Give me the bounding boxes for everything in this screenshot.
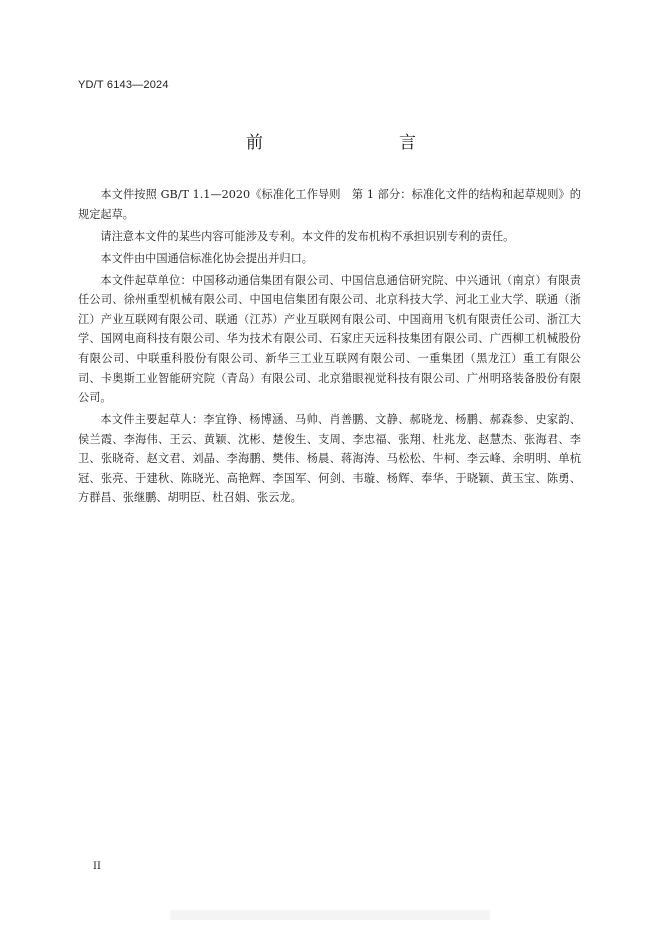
standard-code: YD/T 6143—2024 bbox=[78, 79, 169, 91]
paragraph-patent-notice: 请注意本文件的某些内容可能涉及专利。本文件的发布机构不承担识别专利的责任。 bbox=[100, 229, 515, 243]
paragraph-drafting-rules: 本文件按照 GB/T 1.1—2020《标准化工作导则 第 1 部分：标准化文件的结构和起草规则》的规定起草。 bbox=[78, 188, 581, 221]
page-title: 前 言 bbox=[246, 133, 450, 153]
page-number: II bbox=[93, 861, 101, 872]
paragraph-drafting-units: 本文件起草单位：中国移动通信集团有限公司、中国信息通信研究院、中兴通讯（南京）有限责任公司、徐州重型机械有限公司、中国电信集团有限公司、北京科技大学、河北工业大学、联通（浙江）产业互联网有限公司、联通（江苏）产业互联网有限公司、中国商用飞机有限责任公司、浙江大学、国网电商科技有限公司、华为技术有限公司、石家庄天远科技集团有限公司、广西柳工机械股份有限公司、中联重科股份有限公司、新华三工业互联网有限公司、一重集团（黑龙江）重工有限公司、卡奥斯工业智能研究院（青岛）有限公司、北京猎眼视觉科技有限公司、广州明珞装备股份有限公司。 bbox=[78, 273, 581, 405]
footer-watermark bbox=[170, 910, 490, 920]
paragraph-proposer: 本文件由中国通信标准化协会提出并归口。 bbox=[100, 251, 313, 265]
preface-body bbox=[78, 185, 581, 510]
paragraph-drafters: 本文件主要起草人：李宜铮、杨博涵、马帅、肖善鹏、文静、郝晓龙、杨鹏、郝森参、史家韵、侯兰霞、李海伟、王云、黄颖、沈彬、楚俊生、支周、李忠福、张翔、杜兆龙、赵慧杰、张海君、李卫、张晓奇、赵文君、刘晶、李海鹏、樊伟、杨晨、蒋海涛、马松松、牛柯、李云峰、余明明、单杭冠、张亮、于建秋、陈晓光、高艳辉、李国军、何剑、韦璇、杨辉、奉华、于晓颖、黄玉宝、陈勇、方群昌、张继鹏、胡明臣、杜召娟、张云龙。 bbox=[78, 413, 581, 505]
